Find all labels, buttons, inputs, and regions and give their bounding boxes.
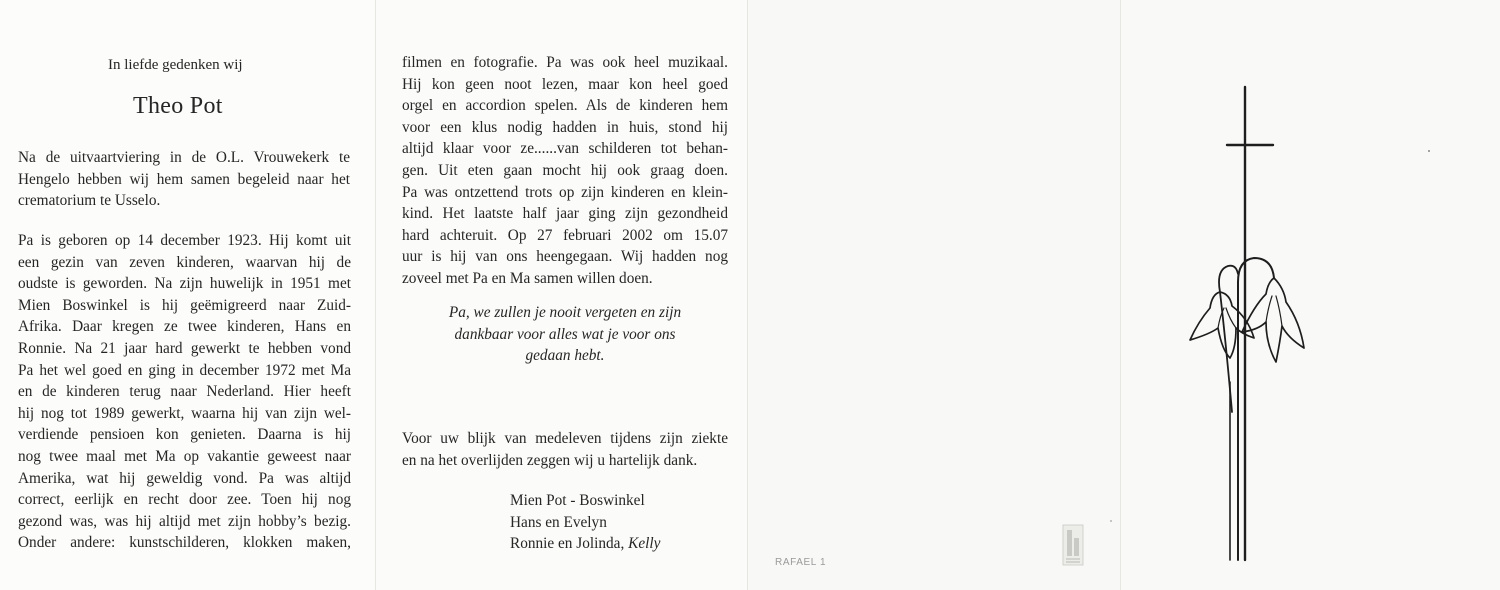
text-line: Amerika, wat hij geweldig vond. Pa was altijd	[18, 469, 351, 487]
text-line: Pa is geboren op 14 december 1923. Hij komt uit	[18, 232, 351, 249]
text-line: uur is hij van ons heengegaan. Wij hadden nog	[402, 248, 728, 266]
text-line: Voor uw blijk van medeleven tijdens zijn ziekte	[402, 430, 728, 447]
biography-paragraph	[18, 230, 351, 554]
text-line: crematorium te Usselo.	[18, 192, 161, 210]
text-line: Onder andere: kunstschilderen, klokken maken,	[18, 534, 351, 552]
card-panel-front	[1120, 0, 1500, 590]
fold-line	[747, 0, 748, 590]
text-line: nog twee maal met Ma op vakantie geweest naar	[18, 447, 351, 465]
text-line: zoveel met Pa en Ma samen willen doen.	[402, 269, 653, 287]
fold-line	[375, 0, 376, 590]
paper-speck	[1428, 150, 1430, 152]
text-line: Hengelo hebben wij hem samen begeleid naar het	[18, 170, 350, 188]
paper-speck	[1110, 520, 1112, 522]
card-panel-back	[747, 0, 1120, 590]
quote-line: gedaan hebt.	[525, 347, 605, 365]
text-line: Pa het wel goed en ging in december 1972 met Ma	[18, 361, 351, 379]
memorial-heading: In liefde gedenken wij	[108, 57, 243, 73]
text-line: hard achteruit. Op 27 februari 2002 om 15.07	[402, 226, 728, 244]
text-line: hij nog tot 1989 gewerkt, waarna hij van zijn wel-	[18, 404, 351, 422]
text-line: Na de uitvaartviering in de O.L. Vrouwekerk te	[18, 149, 350, 166]
quote-line: dankbaar voor alles wat je voor ons	[454, 325, 676, 343]
text-line: altijd klaar voor ze......van schilderen tot behan-	[402, 140, 728, 158]
deceased-name: Theo Pot	[133, 93, 223, 119]
text-line: gezond was, was hij altijd met zijn hobby’s bezig.	[18, 512, 351, 530]
thanks-paragraph	[402, 428, 728, 471]
grandchild-name: Kelly	[628, 535, 661, 553]
text-line: Hij kon geen noot lezen, maar kon heel goed	[402, 75, 728, 93]
signatories	[510, 490, 660, 555]
text-line: kind. Het laatste half jaar ging zijn gezondheid	[402, 205, 728, 223]
quote-line: Pa, we zullen je nooit vergeten en zijn	[448, 304, 682, 321]
text-line: filmen en fotografie. Pa was ook heel muzikaal.	[402, 54, 728, 71]
funeral-paragraph	[18, 147, 350, 212]
text-line: en na het overlijden zeggen wij u hartelijk dank.	[402, 451, 698, 469]
text-line: correct, eerlijk en recht door zee. Toen hij nog	[18, 491, 351, 509]
fold-line	[1120, 0, 1121, 590]
memorial-quote	[402, 302, 728, 367]
text-line: verdiende pensioen kon genieten. Daarna is hij	[18, 426, 351, 444]
text-line: orgel en accordion spelen. Als de kinderen hem	[402, 97, 728, 115]
text-line: oudste is geworden. Na zijn huwelijk in 1951 met	[18, 275, 351, 293]
text-line: Mien Boswinkel is hij geëmigreerd naar Zuid-	[18, 296, 351, 314]
printer-logo-icon	[1062, 524, 1084, 571]
signatory-line: Mien Pot - Boswinkel	[510, 492, 645, 509]
text-line: Afrika. Daar kregen ze twee kinderen, Hans en	[18, 318, 351, 336]
signatory-line: Hans en Evelyn	[510, 513, 607, 531]
signatory-line	[510, 533, 660, 555]
cross-with-snowdrops-icon	[1180, 82, 1310, 567]
text-line: Pa was ontzettend trots op zijn kinderen en klein-	[402, 183, 728, 201]
text-line: een gezin van zeven kinderen, waarvan hij de	[18, 253, 351, 271]
signatory-names: Ronnie en Jolinda,	[510, 535, 625, 553]
biography-continued-paragraph	[402, 52, 728, 290]
text-line: en de kinderen terug naar Nederland. Hier heeft	[18, 383, 351, 401]
text-line: Ronnie. Na 21 jaar hard gewerkt te hebben vond	[18, 339, 351, 357]
text-line: gen. Uit eten gaan mocht hij ook graag doen.	[402, 161, 728, 179]
print-code: RAFAEL 1	[775, 557, 827, 568]
text-line: voor een klus nodig hadden in huis, stond hij	[402, 118, 728, 136]
